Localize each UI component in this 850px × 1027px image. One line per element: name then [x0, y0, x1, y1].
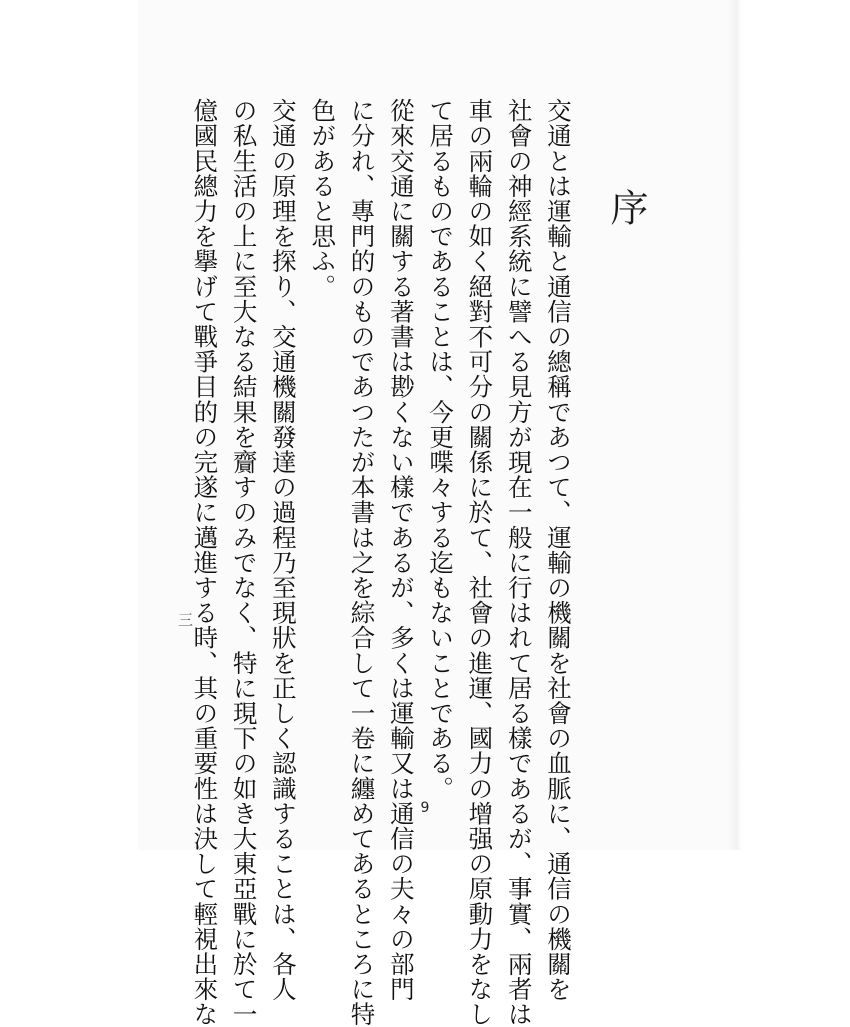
text-column: 億國民總力を擧げて戰爭目的の完遂に邁進する時、其の重要性は決して輕視出來な — [190, 98, 220, 1027]
preface-body — [185, 98, 578, 1027]
text-column: 車の兩輪の如く絕對不可分の關係に於て、社會の進運、國力の增强の原動力をなし — [465, 98, 495, 1027]
page-edge-shadow — [728, 0, 742, 850]
text-column: 從來交通に關する著書は尠くない樣であるが、多くは運輸又は通信の夫々の部門 — [386, 98, 416, 1002]
text-column: に分れ、專門的のものであつたが本書は之を綜合して一卷に纏めてあるところに特 — [347, 98, 377, 1027]
page-number: 9 — [420, 800, 430, 816]
text-column: の私生活の上に至大なる結果を齎すのみでなく、特に現下の如き大東亞戰に於て一 — [229, 98, 259, 1027]
preface-heading: 序 — [604, 188, 648, 226]
text-column: 交通の原理を探り、交通機關發達の過程乃至現狀を正しく認識することは、各人 — [268, 98, 298, 1002]
text-column: 社會の神經系統に譬へる見方が現在一般に行はれて居る樣であるが、事實、兩者は — [504, 98, 534, 1027]
text-column: 交通とは運輸と通信の總稱であつて、運輸の機關を社會の血脈に、通信の機關を — [544, 98, 573, 1002]
text-column: て居るものであることは、今更喋々する迄もないことである。 — [426, 98, 456, 801]
text-column: 色があると思ふ。 — [308, 98, 338, 299]
folio-mark: 三 — [176, 612, 194, 627]
